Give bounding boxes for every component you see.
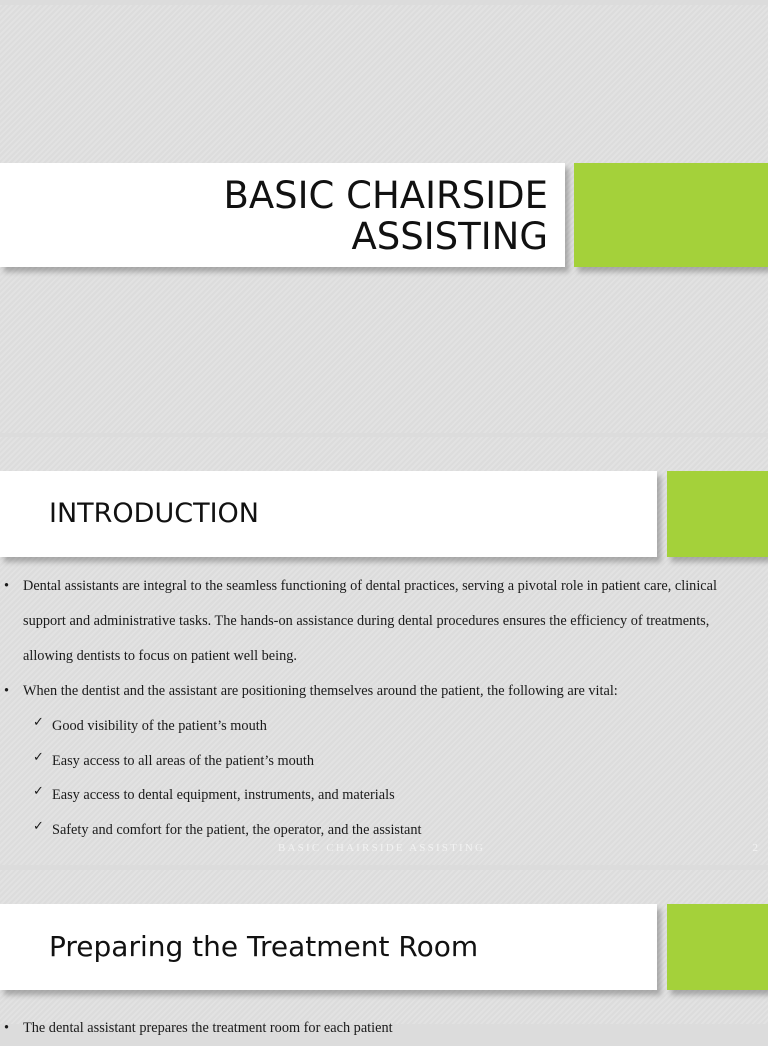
slide-preparing-room[interactable] xyxy=(0,870,768,1036)
checklist-item xyxy=(33,778,760,813)
accent-block xyxy=(667,904,768,990)
bullet-item xyxy=(0,569,760,674)
bullet-item xyxy=(0,674,760,709)
checklist-text: Easy access to all areas of the patient’s mouth xyxy=(52,752,315,769)
checklist xyxy=(0,709,760,847)
slide-title-text xyxy=(223,175,548,257)
checklist-item xyxy=(33,709,760,744)
slide-footer: BASIC CHAIRSIDE ASSISTING xyxy=(278,842,486,854)
bullet-dot-icon: • xyxy=(4,578,10,594)
checkmark-icon: ✓ xyxy=(33,818,44,834)
title-line-1: BASIC CHAIRSIDE xyxy=(223,174,548,217)
section-title: INTRODUCTION xyxy=(49,498,259,529)
bullet-list xyxy=(0,569,760,847)
section-title: Preparing the Treatment Room xyxy=(49,930,479,963)
checklist-text: Easy access to dental equipment, instruments, and materials xyxy=(52,787,395,803)
bullet-item xyxy=(0,1011,760,1046)
bullet-text: Dental assistants are integral to the seamless functioning of dental practices, serving a pivotal role in patient care, clinical support and administrative tasks. The hands-on assistance during dental procedures ensures the efficiency of treatments, allowing dentists to focus on patient well being. xyxy=(23,578,717,664)
bullet-dot-icon: • xyxy=(4,683,10,699)
bullet-text: The dental assistant prepares the treatment room for each patient xyxy=(23,1020,393,1036)
title-box xyxy=(0,471,657,557)
checklist-item xyxy=(33,744,760,779)
checkmark-icon: ✓ xyxy=(33,715,44,730)
page-number: 2 xyxy=(752,842,758,854)
checklist-text: Good visibility of the patient’s mouth xyxy=(52,718,267,734)
bullet-dot-icon: • xyxy=(4,1020,10,1036)
accent-block xyxy=(574,163,768,267)
title-box xyxy=(0,163,565,267)
bullet-list xyxy=(0,1011,760,1046)
checklist-text: Safety and comfort for the patient, the operator, and the assistant xyxy=(52,821,422,838)
slide-title[interactable] xyxy=(0,5,768,433)
title-line-2: ASSISTING xyxy=(351,215,548,258)
accent-block xyxy=(667,471,768,557)
slide-introduction[interactable] xyxy=(0,437,768,865)
checkmark-icon: ✓ xyxy=(33,749,44,765)
title-box xyxy=(0,904,657,990)
checkmark-icon: ✓ xyxy=(33,784,44,799)
bullet-text: When the dentist and the assistant are positioning themselves around the patient, the following are vital: xyxy=(23,683,618,699)
